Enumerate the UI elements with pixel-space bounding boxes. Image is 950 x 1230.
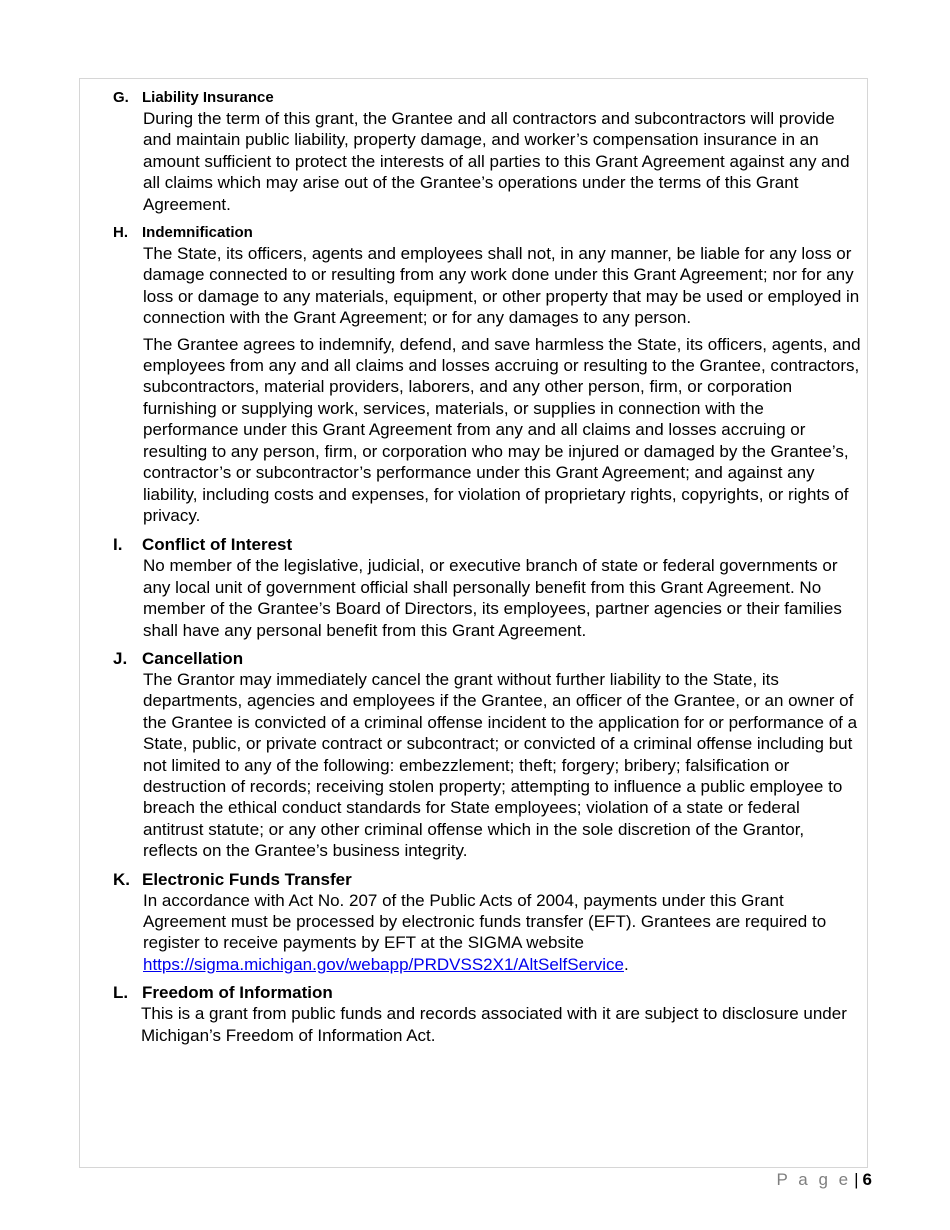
section-paragraph: [143, 890, 863, 976]
section-paragraph: The Grantee agrees to indemnify, defend, and save harmless the State, its officers, agents, and employees from any and all claims and losses accruing or resulting to the Grantee, contractors, subcontractors, material providers, laborers, and any other person, firm, or corporation furnishing or supplying work, services, materials, or supplies in connection with the performance under this Grant Agreement from any and all claims and losses accruing or resulting to any person, firm, or corporation who may be injured or damaged by the Grantee’s, contractor’s or subcontractor’s performance under this Grant Agreement; and against any liability, including costs and expenses, for violation of proprietary rights, copyrights, or rights of privacy.: [143, 334, 861, 525]
section-freedom-of-information: [113, 983, 863, 1046]
page-footer: [777, 1170, 872, 1190]
section-letter: L.: [113, 983, 129, 1003]
section-title: Freedom of Information: [142, 983, 333, 1003]
section-heading: [113, 870, 863, 890]
section-title: Conflict of Interest: [142, 535, 293, 555]
page-label: P a g e: [776, 1170, 852, 1189]
section-conflict-of-interest: [113, 535, 863, 641]
section-letter: H.: [113, 224, 128, 242]
section-letter: G.: [113, 89, 129, 106]
section-paragraph: The State, its officers, agents and employees shall not, in any manner, be liable for any loss or damage connected to or resulting from any work done under this Grant Agreement; nor for any loss or damage to any materials, equipment, or other property that may be used or employed in connection with the Grant Agreement; or for any damages to any person.: [143, 244, 860, 328]
section-letter: J.: [113, 648, 128, 668]
page-separator: |: [854, 1170, 859, 1189]
section-paragraph: This is a grant from public funds and records associated with it are subject to disclosure under Michigan’s Freedom of Information Act.: [141, 1004, 847, 1045]
section-heading: [113, 983, 863, 1003]
section-cancellation: [113, 649, 863, 862]
section-liability-insurance: [113, 88, 863, 215]
section-paragraph: No member of the legislative, judicial, or executive branch of state or federal governments or any local unit of government official shall personally benefit from this Grant Agreement. No member of the Grantee’s Board of Directors, its employees, partner agencies or their families shall have any personal benefit from this Grant Agreement.: [143, 556, 842, 640]
section-letter: I.: [113, 535, 123, 555]
section-title: Liability Insurance: [142, 89, 274, 106]
section-paragraph: The Grantor may immediately cancel the grant without further liability to the State, its departments, agencies and employees if the Grantee, an officer of the Grantee, or an owner of the Grantee is convicted of a criminal offense incident to the application for or performance of a State, public, or private contract or subcontract; or convicted of a criminal offense including but not limited to any of the following: embezzlement; theft; forgery; bribery; falsification or destruction of records; receiving stolen property; attempting to influence a public employee to breach the ethical conduct standards for State employees; violation of a state or federal antitrust statute; or any other criminal offense which in the sole discretion of the Grantor, reflects on the Grantee’s business integrity.: [143, 669, 858, 861]
section-heading: [113, 535, 863, 555]
section-title: Cancellation: [142, 648, 244, 668]
section-electronic-funds-transfer: [113, 870, 863, 976]
page-number: 6: [862, 1170, 872, 1189]
document-body: [113, 88, 863, 1046]
section-heading: [113, 88, 863, 108]
sigma-website-link[interactable]: https://sigma.michigan.gov/webapp/PRDVSS2X1/AltSelfService: [143, 954, 624, 974]
section-paragraph: During the term of this grant, the Grantee and all contractors and subcontractors will provide and maintain public liability, property damage, and worker’s compensation insurance in an amount sufficient to protect the interests of all parties to this Grant Agreement against any and all claims which may arise out of the Grantee’s operations under the terms of this Grant Agreement.: [143, 109, 850, 214]
section-letter: K.: [113, 869, 130, 889]
section-indemnification: [113, 223, 863, 526]
link-suffix: .: [623, 954, 629, 974]
section-title: Indemnification: [142, 224, 253, 242]
section-title: Electronic Funds Transfer: [142, 869, 352, 889]
section-heading: [113, 649, 863, 669]
eft-text: In accordance with Act No. 207 of the Public Acts of 2004, payments under this Grant Agreement must be processed by electronic funds transfer (EFT). Grantees are required to register to receive payments by EFT at the SIGMA website: [143, 890, 827, 953]
section-heading: [113, 223, 863, 243]
